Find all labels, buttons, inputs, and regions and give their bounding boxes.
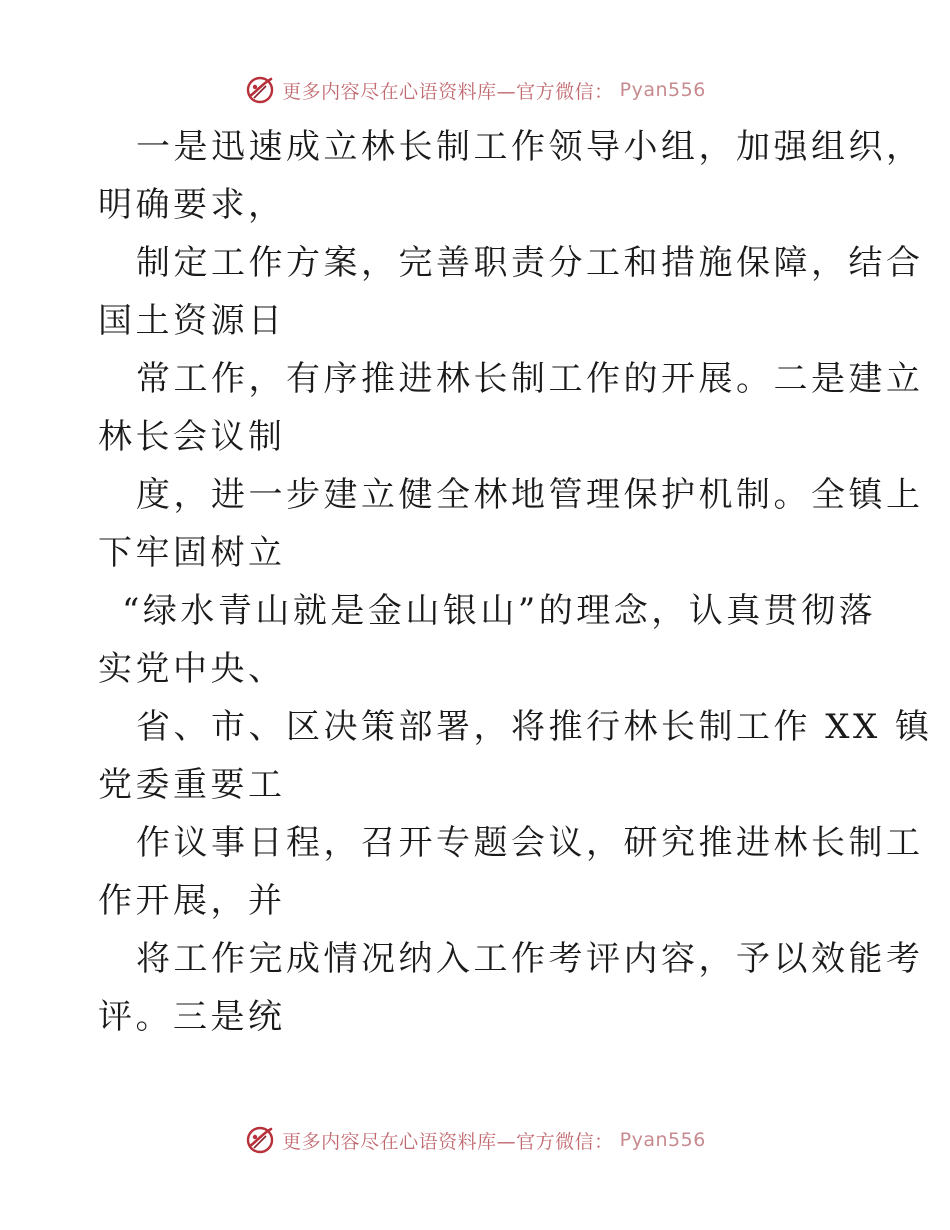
document-body bbox=[98, 118, 933, 1046]
text-line: 林长会议制 bbox=[98, 417, 286, 457]
text-line: 作开展，并 bbox=[98, 881, 286, 921]
text-line: 党委重要工 bbox=[98, 765, 286, 805]
text-line: 制定工作方案，完善职责分工和措施保障，结合 bbox=[136, 243, 924, 283]
paragraph bbox=[98, 582, 877, 698]
paragraph bbox=[98, 350, 924, 466]
text-line: 评。三是统 bbox=[98, 997, 286, 1037]
paragraph bbox=[98, 814, 924, 930]
text-line: 作议事日程，召开专题会议，研究推进林长制工 bbox=[136, 823, 924, 863]
text-line: 明确要求， bbox=[98, 185, 286, 225]
paragraph bbox=[98, 466, 924, 582]
paragraph bbox=[98, 698, 933, 814]
quill-swirl-icon bbox=[244, 1124, 276, 1156]
paragraph bbox=[98, 930, 924, 1046]
watermark-text: 更多内容尽在心语资料库—官方微信： bbox=[282, 1130, 614, 1153]
text-line: 将工作完成情况纳入工作考评内容，予以效能考 bbox=[136, 939, 924, 979]
text-line: 常工作，有序推进林长制工作的开展。二是建立 bbox=[136, 359, 924, 399]
text-line: 实党中央、 bbox=[98, 649, 286, 689]
text-line: 一是迅速成立林长制工作领导小组，加强组织， bbox=[136, 127, 924, 167]
text-line: “绿水青山就是金山银山”的理念，认真贯彻落 bbox=[122, 591, 877, 631]
text-line: 省、市、区决策部署，将推行林长制工作 XX 镇 bbox=[136, 707, 933, 747]
header-watermark bbox=[0, 70, 950, 110]
text-line: 度，进一步建立健全林地管理保护机制。全镇上 bbox=[136, 475, 924, 515]
paragraph bbox=[98, 118, 924, 234]
watermark-wechat-id: Pyan556 bbox=[619, 1129, 706, 1151]
watermark-wechat-id: Pyan556 bbox=[619, 79, 706, 101]
footer-watermark bbox=[0, 1120, 950, 1160]
watermark-text: 更多内容尽在心语资料库—官方微信： bbox=[282, 80, 614, 103]
text-line: 国土资源日 bbox=[98, 301, 286, 341]
quill-swirl-icon bbox=[244, 74, 276, 106]
paragraph bbox=[98, 234, 924, 350]
text-line: 下牢固树立 bbox=[98, 533, 286, 573]
